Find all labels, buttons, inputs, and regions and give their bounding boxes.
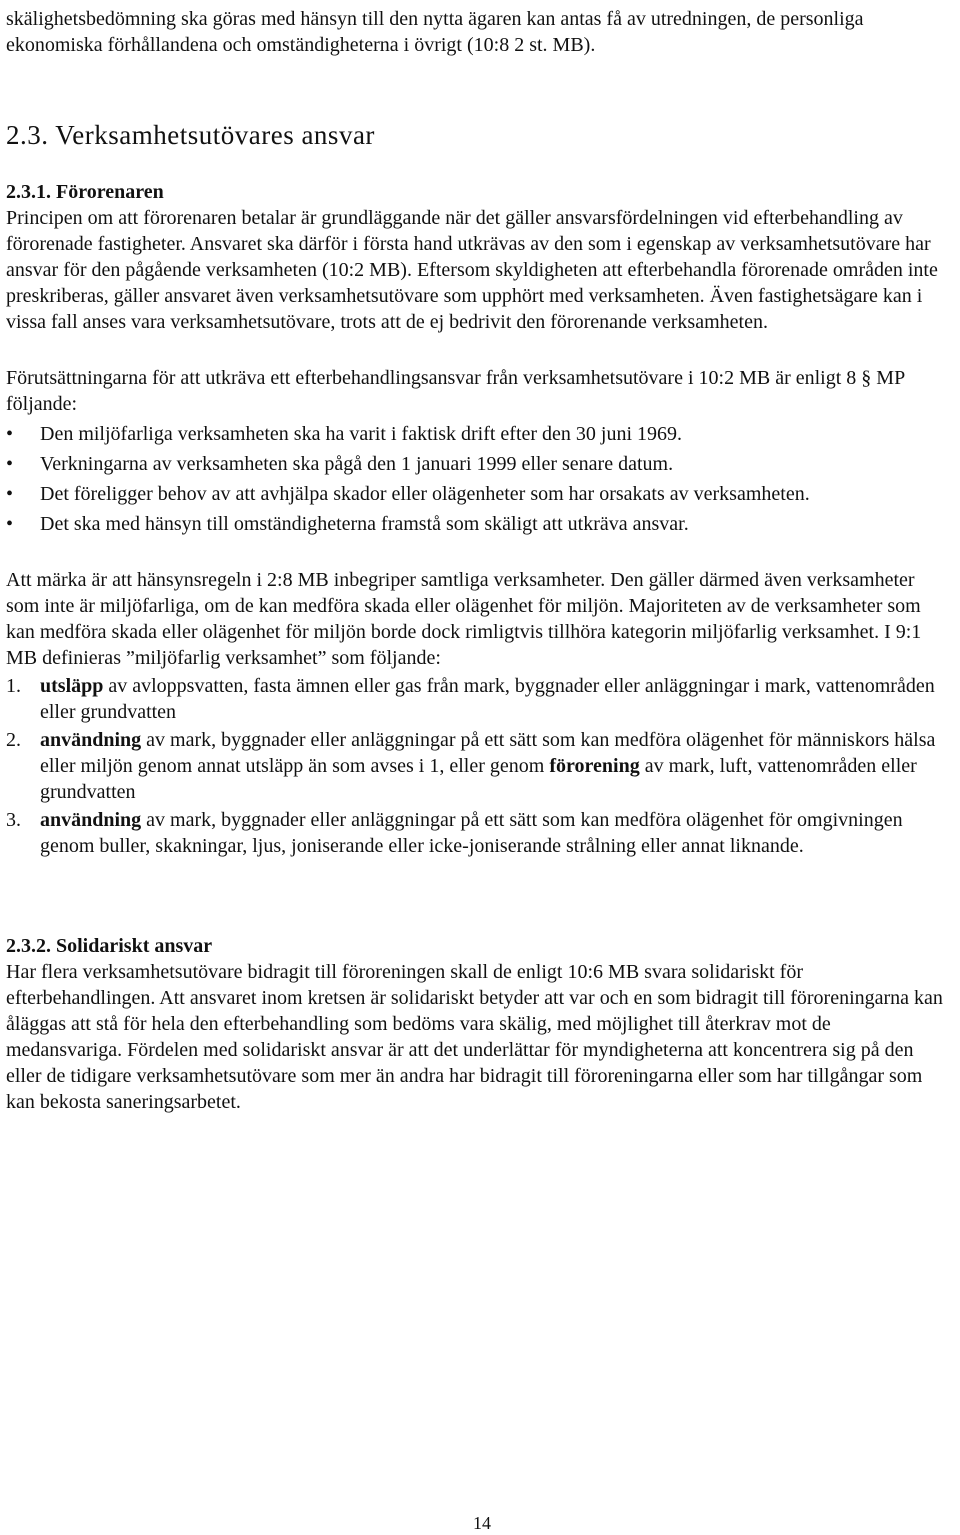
definition-text: av mark, luft, vattenområden eller grundvatten bbox=[40, 755, 917, 804]
definition-text: av mark, byggnader eller anläggningar på ett sätt som kan medföra olägenhet för omgivningen genom buller, skakningar, ljus, joniserande eller icke-joniserande strålning eller annat liknande. bbox=[40, 809, 903, 858]
conditions-intro: Förutsättningarna för att utkräva ett efterbehandlingsansvar från verksamhetsutövare i 10:2 MB är enligt 8 § MP följande: bbox=[6, 367, 905, 416]
definitions-list bbox=[6, 673, 950, 859]
definition-item bbox=[6, 807, 950, 859]
definition-text: av mark, byggnader eller anläggningar på ett sätt som kan medföra olägenhet för människors hälsa eller miljön genom annat utsläpp än som avses i 1, eller genom bbox=[40, 729, 936, 778]
definition-term: utsläpp bbox=[40, 675, 104, 698]
definition-intro-paragraph: Att märka är att hänsynsregeln i 2:8 MB inbegriper samtliga verksamheter. Den gäller därmed även verksamheter som inte är miljöfarliga, om de kan medföra skada eller olägenhet för miljön. Majoriteten av de verksamheter som kan medföra skada eller olägenhet för miljön borde dock rimligtvis tillhöra kategorin miljöfarlig verksamhet. I 9:1 MB definieras ”miljöfarlig verksamhet” som följande: bbox=[6, 569, 922, 670]
definition-number: 2. bbox=[6, 729, 21, 752]
definition-term: användning bbox=[40, 729, 142, 752]
section-heading: 2.3. Verksamhetsutövares ansvar bbox=[6, 120, 375, 150]
definition-item bbox=[6, 673, 950, 725]
definition-term: förorening bbox=[549, 755, 640, 778]
subsection-heading-1: 2.3.1. Förorenaren bbox=[6, 181, 164, 204]
joint-liability-paragraph: Har flera verksamhetsutövare bidragit till föroreningen skall de enligt 10:6 MB svara solidariskt för efterbehandlingen. Att ansvaret inom kretsen är solidariskt betyder att var och en som bidragit till föroreningarna kan åläggas att stå för hela den efterbehandling som bedöms vara skälig, med möjlighet till återkrav mot de medansvariga. Fördelen med solidariskt ansvar är att det underlättar för myndigheterna att koncentrera sig på den eller de tidigare verksamhetsutövare som mer än andra har bidragit till föroreningarna eller som har tillgångar som kan bekosta saneringsarbetet. bbox=[6, 961, 943, 1114]
page-number: 14 bbox=[473, 1513, 491, 1533]
list-item: • Verkningarna av verksamheten ska pågå den 1 januari 1999 eller senare datum. bbox=[6, 453, 674, 476]
definition-number: 1. bbox=[6, 675, 21, 698]
conditions-list bbox=[6, 421, 950, 537]
bullet-icon: • bbox=[6, 513, 14, 536]
bullet-icon: • bbox=[6, 483, 14, 506]
subsection-heading-2: 2.3.2. Solidariskt ansvar bbox=[6, 935, 213, 958]
intro-paragraph: skälighetsbedömning ska göras med hänsyn till den nytta ägaren kan antas få av utredningen, de personliga ekonomiska förhållandena och omständigheterna i övrigt (10:8 2 st. MB). bbox=[6, 8, 864, 56]
definition-text: av avloppsvatten, fasta ämnen eller gas från mark, byggnader eller anläggningar i mark, vattenområden eller grundvatten bbox=[40, 675, 935, 724]
definition-item bbox=[6, 727, 950, 805]
list-item: • Det föreligger behov av att avhjälpa skador eller olägenheter som har orsakats av verksamheten. bbox=[6, 483, 810, 506]
definition-number: 3. bbox=[6, 809, 21, 832]
definition-term: användning bbox=[40, 809, 142, 832]
polluter-paragraph: Principen om att förorenaren betalar är grundläggande när det gäller ansvarsfördelningen vid efterbehandling av förorenade fastigheter. Ansvaret ska därför i första hand utkrävas av den som i egenskap av verksamhetsutövare har ansvar för den pågående verksamheten (10:2 MB). Eftersom skyldigheten att efterbehandla förorenade områden inte preskriberas, gäller ansvaret även verksamhetsutövare som upphört med verksamheten. Även fastighetsägare kan i vissa fall anses vara verksamhetsutövare, trots att de ej bedrivit den förorenande verksamheten. bbox=[6, 207, 938, 334]
list-item: • Det ska med hänsyn till omständigheterna framstå som skäligt att utkräva ansvar. bbox=[6, 513, 689, 536]
bullet-icon: • bbox=[6, 423, 14, 446]
list-item: • Den miljöfarliga verksamheten ska ha varit i faktisk drift efter den 30 juni 1969. bbox=[6, 423, 683, 446]
bullet-icon: • bbox=[6, 453, 14, 476]
